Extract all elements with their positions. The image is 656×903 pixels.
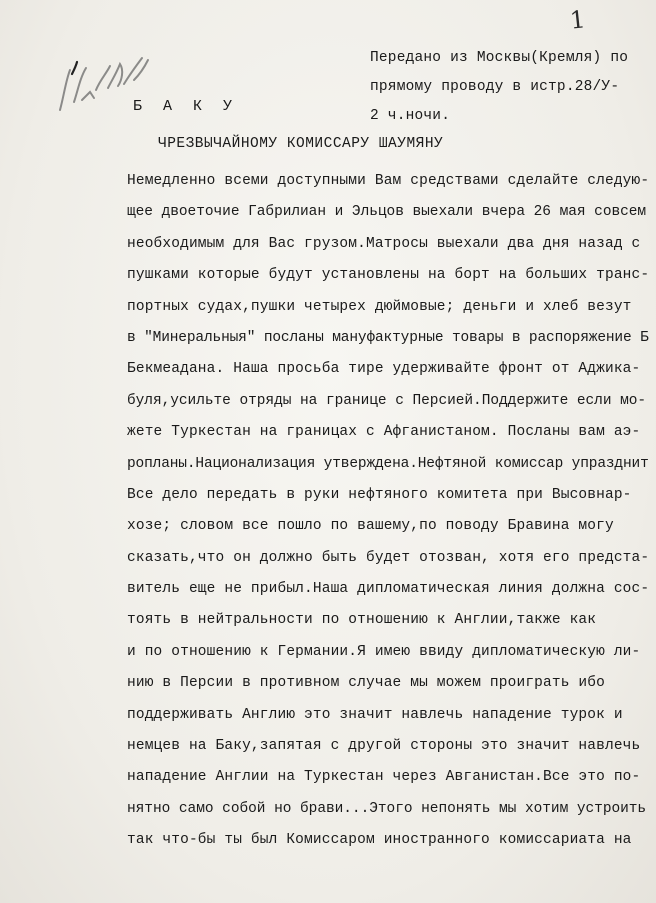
transmission-note-line: прямому проводу в истр.28/У- bbox=[370, 79, 620, 95]
body-line: и по отношению к Германии.Я имею ввиду дипломатическую ли- bbox=[127, 643, 641, 660]
body-line: Бекмеадана. Наша просьба тире удерживайте фронт от Аджика- bbox=[127, 361, 641, 378]
body-line: Все дело передать в руки нефтяного комитета при Высовнар- bbox=[127, 486, 632, 503]
body-line: ропланы.Национализация утверждена.Нефтяной комиссар упразднит bbox=[127, 455, 649, 472]
body-line: Немедленно всеми доступными Вам средствами сделайте следую- bbox=[127, 173, 650, 189]
page-number: 1 bbox=[568, 5, 587, 35]
body-line: необходимым для Вас грузом.Матросы выехали два дня назад с bbox=[127, 235, 641, 252]
body-line: немцев на Баку,запятая с другой стороны это значит навлечь bbox=[127, 738, 641, 755]
destination-city: Б А К У bbox=[133, 98, 239, 115]
body-line: нападение Англии на Туркестан через Авганистан.Все это по- bbox=[127, 769, 641, 786]
transmission-note-line: Передано из Москвы(Кремля) по bbox=[370, 50, 629, 66]
body-line: буля,усильте отряды на границе с Персией.Поддержите если мо- bbox=[127, 392, 647, 409]
body-line: нятно само собой но брави...Этого непонять мы хотим устроить bbox=[127, 800, 647, 817]
body-line: витель еще не прибыл.Наша дипломатическая линия должна сос- bbox=[127, 581, 650, 598]
body-line: поддерживать Англию это значит навлечь нападение турок и bbox=[127, 706, 623, 723]
transmission-note bbox=[370, 44, 650, 131]
body-line: хозе; словом все пошло по вашему,по поводу Бравина могу bbox=[127, 518, 614, 535]
telegram-body bbox=[127, 166, 650, 857]
transmission-note-line: 2 ч.ночи. bbox=[370, 108, 451, 124]
body-line: пушками которые будут установлены на борт на больших транс- bbox=[127, 267, 650, 284]
addressee: ЧРЕЗВЫЧАЙНОМУ КОМИССАРУ ШАУМЯНУ bbox=[158, 136, 444, 152]
margin-stamp-handwriting bbox=[50, 40, 160, 130]
body-line: портных судах,пушки четырех дюймовые; деньги и хлеб везут bbox=[127, 298, 632, 315]
body-line: нию в Персии в противном случае мы можем проиграть ибо bbox=[127, 675, 605, 692]
body-line: щее двоеточие Габрилиан и Эльцов выехали вчера 26 мая совсем bbox=[127, 204, 647, 221]
body-line: жете Туркестан на границах с Афганистаном. Посланы вам аэ- bbox=[127, 424, 641, 441]
body-line: так что-бы ты был Комиссаром иностранного комиссариата на bbox=[127, 832, 632, 849]
body-line: в "Минеральныя" посланы мануфактурные товары в распоряжение Б bbox=[127, 329, 649, 346]
body-line: тоять в нейтральности по отношению к Англии,также как bbox=[127, 612, 597, 629]
body-line: сказать,что он должно быть будет отозван, хотя его предста- bbox=[127, 549, 650, 566]
